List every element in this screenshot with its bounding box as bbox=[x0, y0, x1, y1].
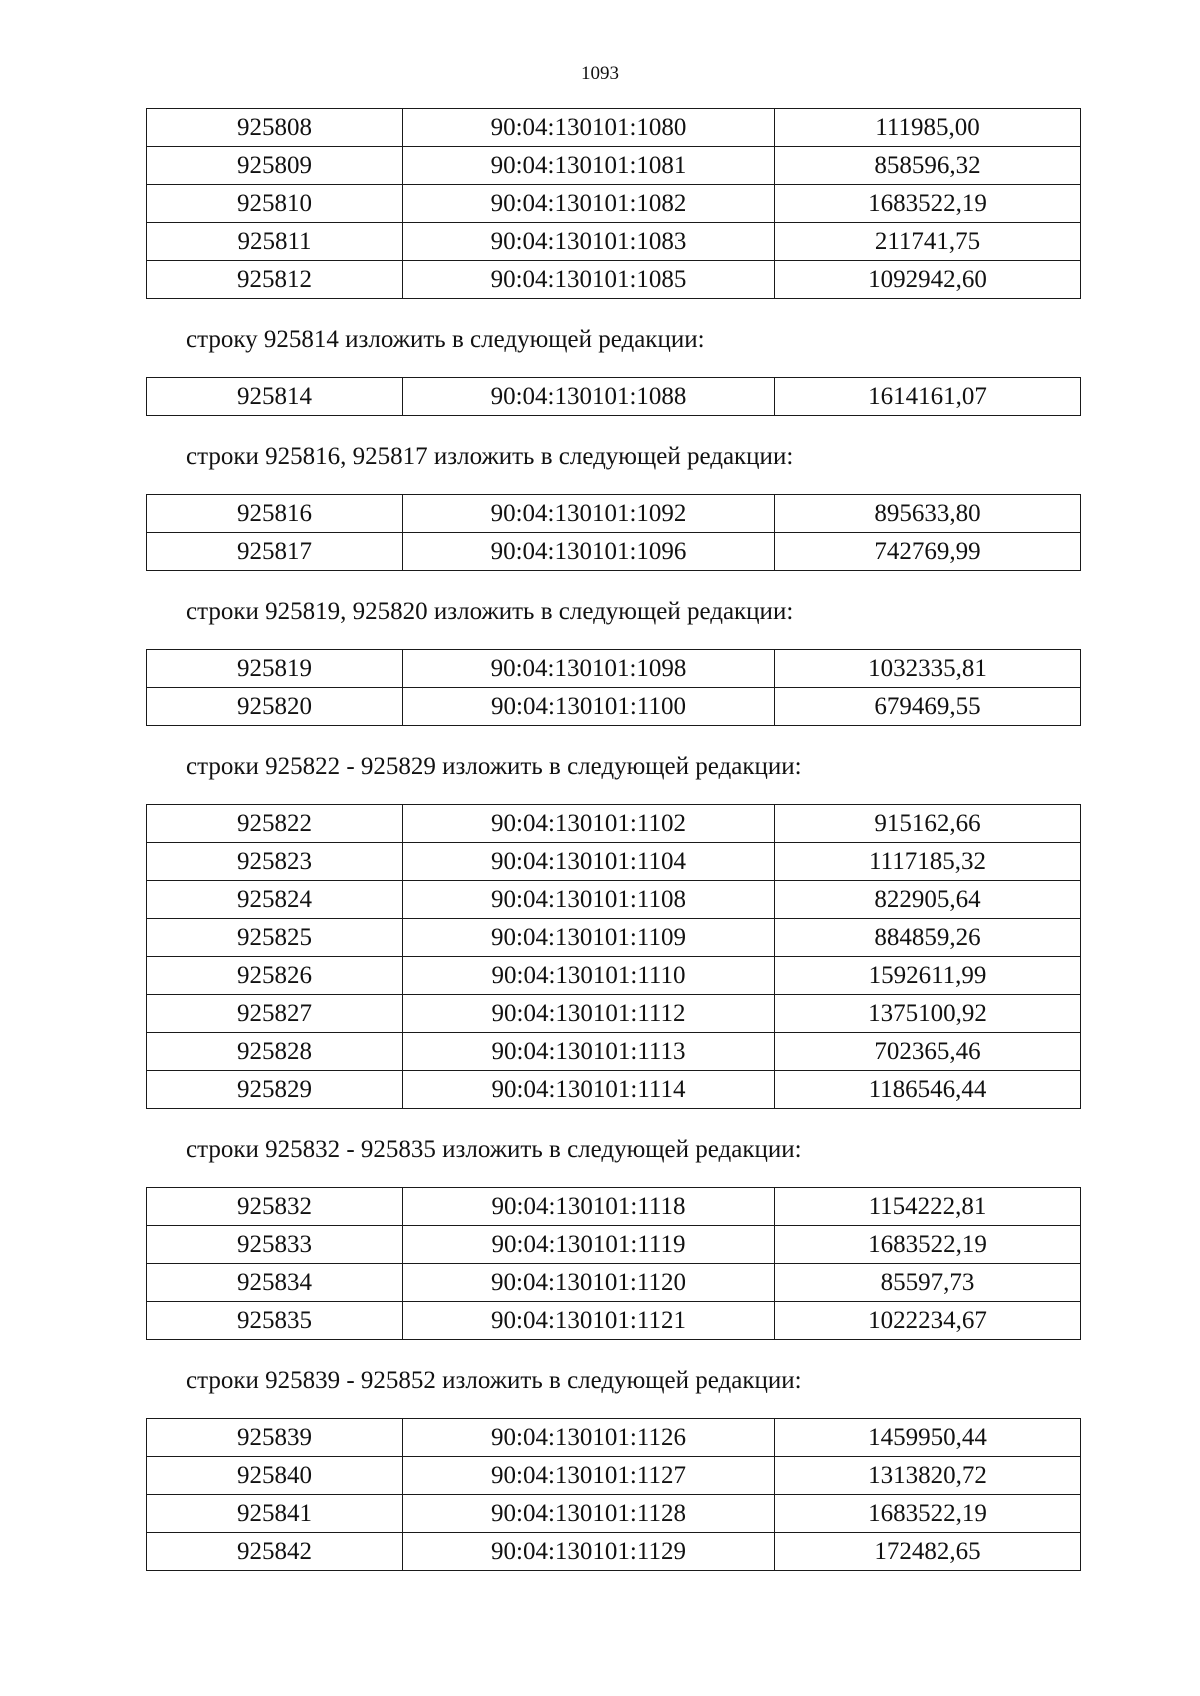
value-cell: 679469,55 bbox=[775, 688, 1081, 726]
instruction-paragraph: строки 925816, 925817 изложить в следующей редакции: bbox=[186, 443, 794, 470]
cadastral-number-cell: 90:04:130101:1127 bbox=[403, 1457, 775, 1495]
row-number-cell: 925832 bbox=[147, 1188, 403, 1226]
cadastral-number-cell: 90:04:130101:1110 bbox=[403, 957, 775, 995]
document-body bbox=[146, 108, 1080, 1571]
cadastral-number-cell: 90:04:130101:1102 bbox=[403, 805, 775, 843]
value-cell: 742769,99 bbox=[775, 533, 1081, 571]
table-row bbox=[147, 1419, 1081, 1457]
table-row bbox=[147, 1457, 1081, 1495]
row-number-cell: 925824 bbox=[147, 881, 403, 919]
cadastral-number-cell: 90:04:130101:1114 bbox=[403, 1071, 775, 1109]
table-row bbox=[147, 1264, 1081, 1302]
instruction-paragraph: строки 925822 - 925829 изложить в следующей редакции: bbox=[186, 753, 802, 780]
cadastral-number-cell: 90:04:130101:1120 bbox=[403, 1264, 775, 1302]
row-number-cell: 925833 bbox=[147, 1226, 403, 1264]
amendment-table bbox=[146, 494, 1081, 571]
cadastral-number-cell: 90:04:130101:1108 bbox=[403, 881, 775, 919]
table-row bbox=[147, 1226, 1081, 1264]
cadastral-number-cell: 90:04:130101:1112 bbox=[403, 995, 775, 1033]
amendment-table bbox=[146, 108, 1081, 299]
value-cell: 702365,46 bbox=[775, 1033, 1081, 1071]
row-number-cell: 925827 bbox=[147, 995, 403, 1033]
cadastral-number-cell: 90:04:130101:1080 bbox=[403, 109, 775, 147]
value-cell: 1683522,19 bbox=[775, 1226, 1081, 1264]
cadastral-number-cell: 90:04:130101:1085 bbox=[403, 261, 775, 299]
table-row bbox=[147, 495, 1081, 533]
table-row bbox=[147, 1188, 1081, 1226]
table-row bbox=[147, 109, 1081, 147]
table-row bbox=[147, 1033, 1081, 1071]
row-number-cell: 925809 bbox=[147, 147, 403, 185]
table-row bbox=[147, 843, 1081, 881]
amendment-table bbox=[146, 649, 1081, 726]
table-row bbox=[147, 147, 1081, 185]
page-number: 1093 bbox=[581, 63, 619, 84]
row-number-cell: 925820 bbox=[147, 688, 403, 726]
row-number-cell: 925810 bbox=[147, 185, 403, 223]
value-cell: 822905,64 bbox=[775, 881, 1081, 919]
value-cell: 1117185,32 bbox=[775, 843, 1081, 881]
instruction-paragraph: строку 925814 изложить в следующей редакции: bbox=[186, 326, 705, 353]
table-row bbox=[147, 805, 1081, 843]
table-row bbox=[147, 1302, 1081, 1340]
table-row bbox=[147, 261, 1081, 299]
value-cell: 858596,32 bbox=[775, 147, 1081, 185]
amendment-table bbox=[146, 804, 1081, 1109]
instruction-paragraph: строки 925832 - 925835 изложить в следующей редакции: bbox=[186, 1136, 802, 1163]
value-cell: 211741,75 bbox=[775, 223, 1081, 261]
table-row bbox=[147, 919, 1081, 957]
row-number-cell: 925816 bbox=[147, 495, 403, 533]
row-number-cell: 925817 bbox=[147, 533, 403, 571]
cadastral-number-cell: 90:04:130101:1109 bbox=[403, 919, 775, 957]
row-number-cell: 925842 bbox=[147, 1533, 403, 1571]
row-number-cell: 925839 bbox=[147, 1419, 403, 1457]
cadastral-number-cell: 90:04:130101:1092 bbox=[403, 495, 775, 533]
cadastral-number-cell: 90:04:130101:1100 bbox=[403, 688, 775, 726]
cadastral-number-cell: 90:04:130101:1081 bbox=[403, 147, 775, 185]
row-number-cell: 925825 bbox=[147, 919, 403, 957]
value-cell: 85597,73 bbox=[775, 1264, 1081, 1302]
amendment-table bbox=[146, 377, 1081, 416]
cadastral-number-cell: 90:04:130101:1098 bbox=[403, 650, 775, 688]
value-cell: 1683522,19 bbox=[775, 1495, 1081, 1533]
row-number-cell: 925834 bbox=[147, 1264, 403, 1302]
table-row bbox=[147, 1533, 1081, 1571]
row-number-cell: 925840 bbox=[147, 1457, 403, 1495]
row-number-cell: 925808 bbox=[147, 109, 403, 147]
cadastral-number-cell: 90:04:130101:1083 bbox=[403, 223, 775, 261]
row-number-cell: 925829 bbox=[147, 1071, 403, 1109]
value-cell: 1592611,99 bbox=[775, 957, 1081, 995]
value-cell: 1683522,19 bbox=[775, 185, 1081, 223]
cadastral-number-cell: 90:04:130101:1104 bbox=[403, 843, 775, 881]
row-number-cell: 925826 bbox=[147, 957, 403, 995]
row-number-cell: 925835 bbox=[147, 1302, 403, 1340]
table-row bbox=[147, 650, 1081, 688]
value-cell: 895633,80 bbox=[775, 495, 1081, 533]
cadastral-number-cell: 90:04:130101:1121 bbox=[403, 1302, 775, 1340]
row-number-cell: 925823 bbox=[147, 843, 403, 881]
table-row bbox=[147, 688, 1081, 726]
row-number-cell: 925819 bbox=[147, 650, 403, 688]
amendment-table bbox=[146, 1187, 1081, 1340]
table-row bbox=[147, 223, 1081, 261]
row-number-cell: 925822 bbox=[147, 805, 403, 843]
row-number-cell: 925812 bbox=[147, 261, 403, 299]
value-cell: 915162,66 bbox=[775, 805, 1081, 843]
table-row bbox=[147, 1495, 1081, 1533]
cadastral-number-cell: 90:04:130101:1129 bbox=[403, 1533, 775, 1571]
row-number-cell: 925841 bbox=[147, 1495, 403, 1533]
row-number-cell: 925811 bbox=[147, 223, 403, 261]
value-cell: 172482,65 bbox=[775, 1533, 1081, 1571]
cadastral-number-cell: 90:04:130101:1082 bbox=[403, 185, 775, 223]
value-cell: 884859,26 bbox=[775, 919, 1081, 957]
table-row bbox=[147, 881, 1081, 919]
table-row bbox=[147, 378, 1081, 416]
value-cell: 1614161,07 bbox=[775, 378, 1081, 416]
cadastral-number-cell: 90:04:130101:1119 bbox=[403, 1226, 775, 1264]
table-row bbox=[147, 185, 1081, 223]
row-number-cell: 925814 bbox=[147, 378, 403, 416]
cadastral-number-cell: 90:04:130101:1128 bbox=[403, 1495, 775, 1533]
value-cell: 1022234,67 bbox=[775, 1302, 1081, 1340]
instruction-paragraph: строки 925819, 925820 изложить в следующей редакции: bbox=[186, 598, 794, 625]
cadastral-number-cell: 90:04:130101:1113 bbox=[403, 1033, 775, 1071]
table-row bbox=[147, 533, 1081, 571]
amendment-table bbox=[146, 1418, 1081, 1571]
cadastral-number-cell: 90:04:130101:1126 bbox=[403, 1419, 775, 1457]
value-cell: 111985,00 bbox=[775, 109, 1081, 147]
value-cell: 1313820,72 bbox=[775, 1457, 1081, 1495]
cadastral-number-cell: 90:04:130101:1096 bbox=[403, 533, 775, 571]
value-cell: 1459950,44 bbox=[775, 1419, 1081, 1457]
value-cell: 1375100,92 bbox=[775, 995, 1081, 1033]
table-row bbox=[147, 1071, 1081, 1109]
table-row bbox=[147, 995, 1081, 1033]
row-number-cell: 925828 bbox=[147, 1033, 403, 1071]
value-cell: 1186546,44 bbox=[775, 1071, 1081, 1109]
instruction-paragraph: строки 925839 - 925852 изложить в следующей редакции: bbox=[186, 1367, 802, 1394]
value-cell: 1092942,60 bbox=[775, 261, 1081, 299]
value-cell: 1032335,81 bbox=[775, 650, 1081, 688]
table-row bbox=[147, 957, 1081, 995]
cadastral-number-cell: 90:04:130101:1118 bbox=[403, 1188, 775, 1226]
value-cell: 1154222,81 bbox=[775, 1188, 1081, 1226]
cadastral-number-cell: 90:04:130101:1088 bbox=[403, 378, 775, 416]
